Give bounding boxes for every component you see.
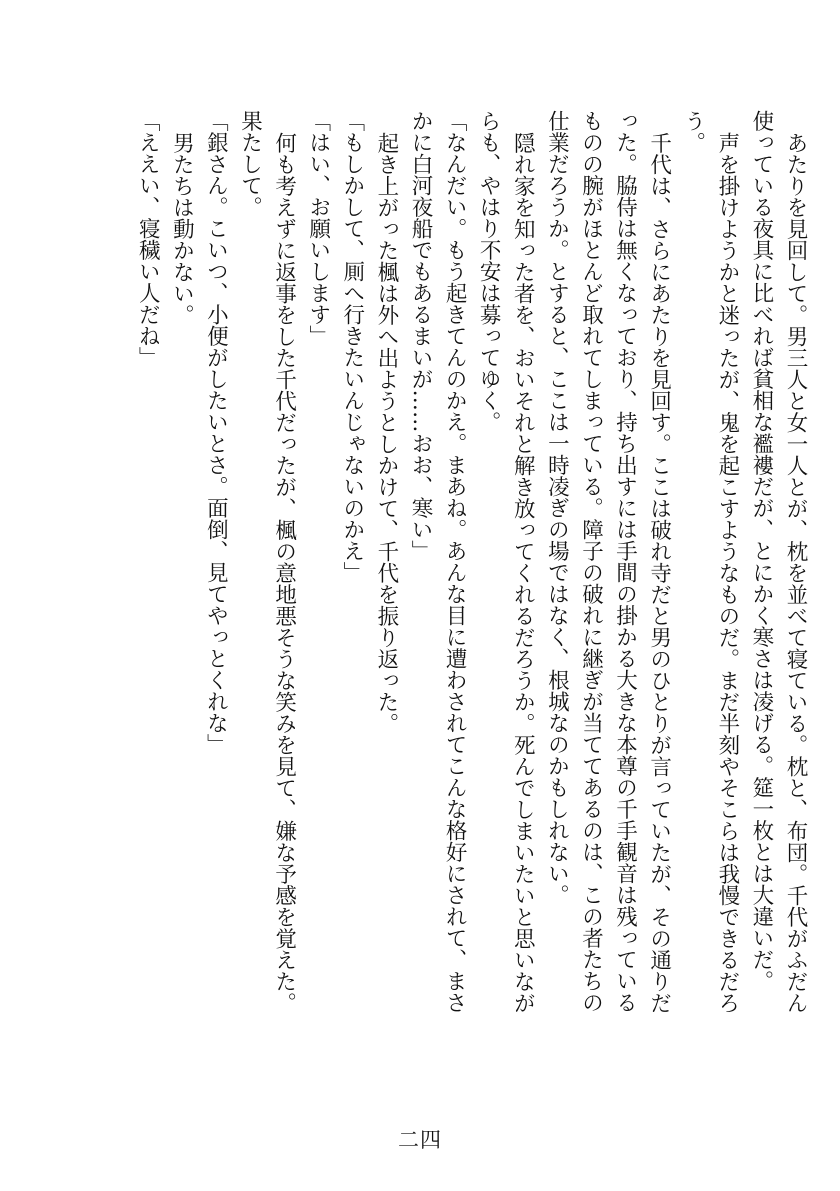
text-line: あたりを見回して。男三人と女一人とが、枕を並べて寝ている。枕と、布団。千代がふだん <box>783 131 808 1013</box>
text-line: 「なんだい。もう起きてんのかえ。まあね。あんな目に遭わされてこんな格好にされて、まさ <box>442 110 468 1013</box>
text-line: かに白河夜船でもあるまいが……おお、寒い」 <box>407 110 433 562</box>
text-line: 「ええい、寝穢い人だね」 <box>135 110 161 368</box>
text-line: 使っている夜具に比べれば貧相な襤褸だが、とにかく寒さは凌げる。筵一枚とは大違いだ。 <box>748 110 774 992</box>
text-line: 「はい、お願いします」 <box>305 110 331 347</box>
text-line: らも、やはり不安は募ってゆく。 <box>476 110 502 433</box>
text-line: 果たして。 <box>237 110 263 218</box>
text-line: ものの腕がほとんど取れてしまっている。障子の破れに継ぎが当ててあるのは、この者たちの <box>578 110 604 1013</box>
text-line: 「銀さん。こいつ、小便がしたいとさ。面倒、見てやっとくれな」 <box>203 110 229 755</box>
vertical-text-block <box>130 110 812 1050</box>
text-line: 起き上がった楓は外へ出ようとしかけて、千代を振り返った。 <box>373 131 399 734</box>
text-line: 声を掛けようかと迷ったが、鬼を起こすようなものだ。まだ半刻やそこらは我慢できるだろ <box>714 131 740 1013</box>
text-line: 千代は、さらにあたりを見回す。ここは破れ寺だと男のひとりが言っていたが、その通りだ <box>646 131 672 1013</box>
text-line: った。脇侍は無くなっており、持ち出すには手間の掛かる大きな本尊の千手観音は残っている <box>612 110 638 1013</box>
text-line: 男たちは動かない。 <box>169 131 195 325</box>
text-line: 「もしかして、厠へ行きたいんじゃないのかえ」 <box>339 110 365 583</box>
text-line: 仕業だろうか。とすると、ここは一時凌ぎの場ではなく、根城なのかもしれない。 <box>544 110 570 906</box>
text-line: 何も考えずに返事をした千代だったが、楓の意地悪そうな笑みを見て、嫌な予感を覚えた。 <box>271 131 297 1013</box>
text-line: う。 <box>680 110 706 153</box>
text-line: 隠れ家を知った者を、おいそれと解き放ってくれるだろうか。死んでしまいたいと思いなが <box>510 131 536 1013</box>
page-number: 二四 <box>398 1128 442 1152</box>
